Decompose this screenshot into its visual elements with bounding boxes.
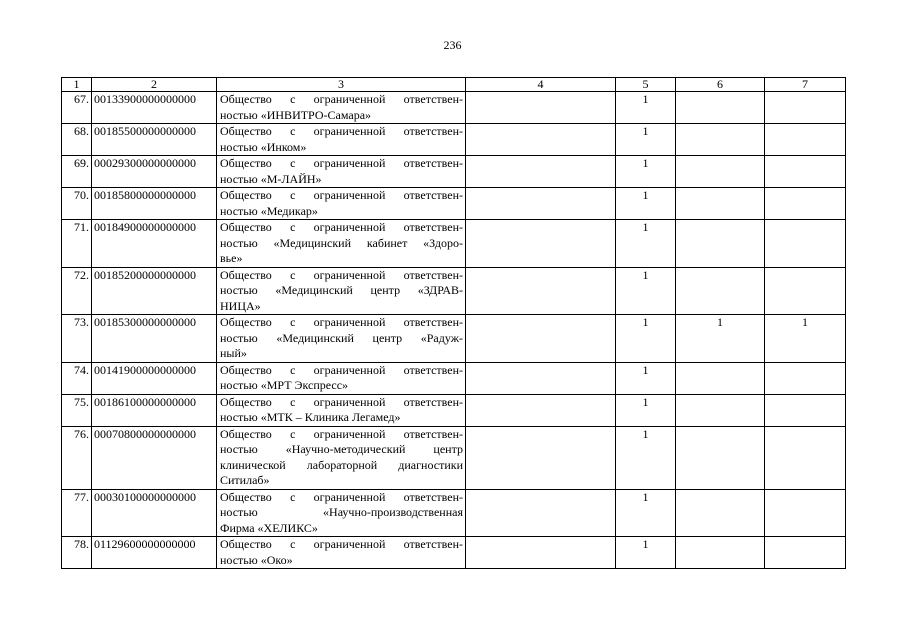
- organization-name-line: ностью «Инком»: [220, 139, 307, 154]
- organization-code: 00029300000000000: [92, 156, 217, 188]
- row-number: 67.: [62, 92, 92, 124]
- row-number: 72.: [62, 267, 92, 315]
- table-body: [62, 78, 846, 569]
- organization-code: 00030100000000000: [92, 489, 217, 537]
- column-header: 3: [217, 78, 466, 92]
- cell-col-5: 1: [616, 124, 676, 156]
- organization-name-line: ностью «Научно-производственная: [220, 505, 463, 519]
- cell-col-7: [765, 156, 846, 188]
- cell-col-4: [466, 315, 616, 363]
- cell-col-6: [676, 362, 765, 394]
- cell-col-5: 1: [616, 537, 676, 569]
- cell-col-4: [466, 188, 616, 220]
- organization-name-line: Общество с ограниченной ответствен-: [220, 426, 463, 441]
- cell-col-6: [676, 156, 765, 188]
- row-number: 75.: [62, 394, 92, 426]
- cell-col-4: [466, 124, 616, 156]
- organization-name-line: Общество с ограниченной ответствен-: [220, 92, 463, 106]
- table-row: [62, 362, 846, 394]
- organization-name-line: Общество с ограниченной ответствен-: [220, 220, 463, 234]
- organization-name-line: ностью «ИНВИТРО-Самара»: [220, 107, 372, 122]
- table-row: [62, 489, 846, 537]
- organization-name: [217, 489, 466, 537]
- organization-name: [217, 426, 466, 489]
- organization-name-line: Общество с ограниченной ответствен-: [220, 267, 463, 282]
- organization-code: 00141900000000000: [92, 362, 217, 394]
- organization-name: [217, 537, 466, 569]
- cell-col-5: 1: [616, 156, 676, 188]
- row-number: 74.: [62, 362, 92, 394]
- organization-name-line: вье»: [220, 251, 243, 265]
- row-number: 78.: [62, 537, 92, 569]
- cell-col-5: 1: [616, 426, 676, 489]
- organization-code: 00185200000000000: [92, 267, 217, 315]
- cell-col-4: [466, 362, 616, 394]
- cell-col-7: [765, 124, 846, 156]
- table-row: [62, 315, 846, 363]
- registry-table: [61, 77, 846, 569]
- organization-name-line: ный»: [220, 346, 247, 360]
- cell-col-7: 1: [765, 315, 846, 363]
- organization-name: [217, 267, 466, 315]
- organization-name-line: ностью «М-ЛАЙН»: [220, 171, 322, 186]
- table-row: [62, 156, 846, 188]
- column-header: 6: [676, 78, 765, 92]
- cell-col-7: [765, 394, 846, 426]
- cell-col-6: [676, 489, 765, 537]
- organization-name-line: Общество с ограниченной ответствен-: [220, 489, 463, 504]
- organization-name: [217, 188, 466, 220]
- table-row: [62, 92, 846, 124]
- organization-name-line: Общество с ограниченной ответствен-: [220, 156, 463, 170]
- cell-col-5: 1: [616, 188, 676, 220]
- organization-name: [217, 156, 466, 188]
- column-header-row: [62, 78, 846, 92]
- organization-name-line: ностью «Медицинский центр «ЗДРАВ-: [220, 283, 463, 297]
- organization-name-line: клинической лабораторной диагностики: [220, 457, 463, 472]
- organization-name: [217, 124, 466, 156]
- organization-code: 00070800000000000: [92, 426, 217, 489]
- cell-col-4: [466, 489, 616, 537]
- cell-col-7: [765, 92, 846, 124]
- organization-name: [217, 220, 466, 268]
- cell-col-6: [676, 124, 765, 156]
- table-row: [62, 124, 846, 156]
- organization-name-line: Общество с ограниченной ответствен-: [220, 537, 463, 551]
- organization-code: 00184900000000000: [92, 220, 217, 268]
- page-number: 236: [443, 38, 462, 52]
- cell-col-7: [765, 188, 846, 220]
- cell-col-7: [765, 537, 846, 569]
- cell-col-4: [466, 537, 616, 569]
- organization-name-line: НИЦА»: [220, 298, 261, 313]
- cell-col-6: [676, 188, 765, 220]
- cell-col-4: [466, 92, 616, 124]
- organization-name-line: ностью «МРТ Экспресс»: [220, 378, 349, 392]
- organization-name-line: ностью «Медицинский кабинет «Здоро-: [220, 235, 463, 250]
- organization-name-line: Общество с ограниченной ответствен-: [220, 188, 463, 202]
- column-header: 5: [616, 78, 676, 92]
- cell-col-6: [676, 537, 765, 569]
- row-number: 73.: [62, 315, 92, 363]
- organization-name: [217, 92, 466, 124]
- cell-col-6: [676, 394, 765, 426]
- organization-name: [217, 394, 466, 426]
- cell-col-7: [765, 267, 846, 315]
- row-number: 70.: [62, 188, 92, 220]
- cell-col-6: 1: [676, 315, 765, 363]
- table-row: [62, 426, 846, 489]
- organization-name-line: ностью «Научно-методический центр: [220, 442, 463, 456]
- organization-name: [217, 362, 466, 394]
- cell-col-4: [466, 426, 616, 489]
- organization-name-line: Ситилаб»: [220, 473, 270, 487]
- organization-name: [217, 315, 466, 363]
- table-row: [62, 394, 846, 426]
- organization-code: 00185300000000000: [92, 315, 217, 363]
- cell-col-6: [676, 220, 765, 268]
- organization-name-line: Общество с ограниченной ответствен-: [220, 394, 463, 409]
- table-row: [62, 220, 846, 268]
- row-number: 69.: [62, 156, 92, 188]
- table-row: [62, 537, 846, 569]
- cell-col-4: [466, 394, 616, 426]
- row-number: 68.: [62, 124, 92, 156]
- table-row: [62, 188, 846, 220]
- organization-code: 00186100000000000: [92, 394, 217, 426]
- cell-col-7: [765, 362, 846, 394]
- column-header: 2: [92, 78, 217, 92]
- cell-col-7: [765, 426, 846, 489]
- cell-col-7: [765, 220, 846, 268]
- cell-col-5: 1: [616, 220, 676, 268]
- organization-name-line: Общество с ограниченной ответствен-: [220, 362, 463, 377]
- cell-col-5: 1: [616, 267, 676, 315]
- organization-name-line: ностью «Медицинский центр «Радуж-: [220, 330, 463, 345]
- organization-name-line: ностью «Око»: [220, 552, 293, 567]
- column-header: 7: [765, 78, 846, 92]
- cell-col-5: 1: [616, 489, 676, 537]
- cell-col-7: [765, 489, 846, 537]
- row-number: 71.: [62, 220, 92, 268]
- table-row: [62, 267, 846, 315]
- column-header: 1: [62, 78, 92, 92]
- cell-col-5: 1: [616, 92, 676, 124]
- organization-name-line: Фирма «ХЕЛИКС»: [220, 520, 318, 535]
- organization-name-line: ностью «Медикар»: [220, 203, 318, 218]
- organization-name-line: Общество с ограниченной ответствен-: [220, 315, 463, 329]
- cell-col-4: [466, 156, 616, 188]
- organization-code: 00133900000000000: [92, 92, 217, 124]
- organization-name-line: ностью «МТК – Клиника Легамед»: [220, 410, 401, 424]
- cell-col-6: [676, 426, 765, 489]
- cell-col-6: [676, 92, 765, 124]
- cell-col-4: [466, 267, 616, 315]
- cell-col-5: 1: [616, 362, 676, 394]
- column-header: 4: [466, 78, 616, 92]
- row-number: 77.: [62, 489, 92, 537]
- cell-col-5: 1: [616, 315, 676, 363]
- organization-code: 00185500000000000: [92, 124, 217, 156]
- cell-col-4: [466, 220, 616, 268]
- organization-name-line: Общество с ограниченной ответствен-: [220, 124, 463, 138]
- row-number: 76.: [62, 426, 92, 489]
- organization-code: 00185800000000000: [92, 188, 217, 220]
- cell-col-6: [676, 267, 765, 315]
- organization-code: 01129600000000000: [92, 537, 217, 569]
- cell-col-5: 1: [616, 394, 676, 426]
